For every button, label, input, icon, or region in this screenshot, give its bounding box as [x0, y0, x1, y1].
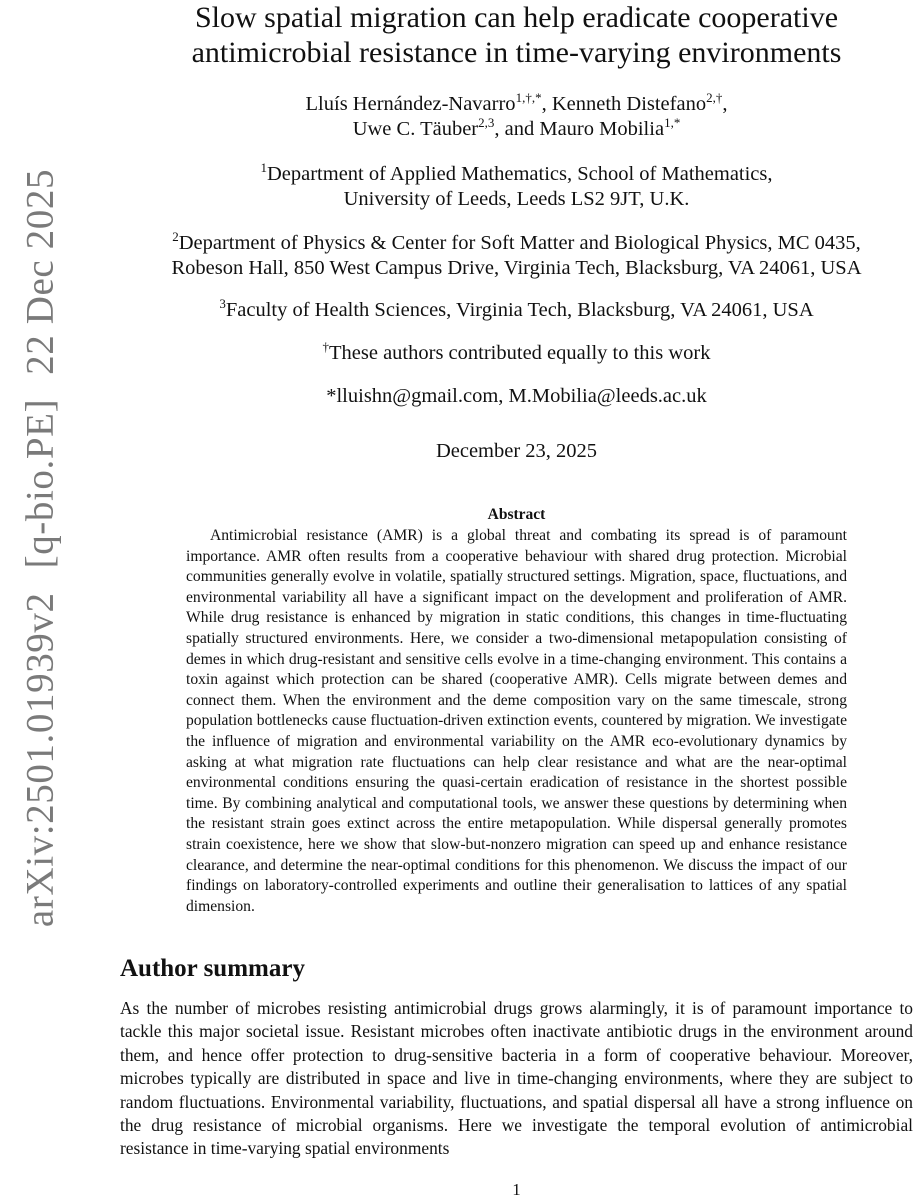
abstract-heading: Abstract — [487, 506, 546, 523]
affiliation-line: University of Leeds, Leeds LS2 9JT, U.K. — [343, 187, 690, 210]
author-name: Mauro Mobilia — [539, 117, 665, 140]
affiliation-line: Department of Physics & Center for Soft Matter and Biological Physics, MC 0435, — [178, 232, 861, 254]
abstract-text: Antimicrobial resistance (AMR) is a global threat and combating its spread is of paramount importance. AMR often results from a cooperative behaviour with shared drug protection. Microbial communities generally evolve in volatile, spatially structured settings. Migration, space, fluctuations, and environmental variability all have a significant impact on the development and proliferation of AMR. While drug resistance is enhanced by migration in static conditions, this changes in time-fluctuating spatially structured environments. Here, we consider a two-dimensional metapopulation consisting of demes in which drug-resistant and sensitive cells evolve in a time-changing environment. This contains a toxin against which protection can be shared (cooperative AMR). Cells migrate between demes and connect them. When the environment and the deme composition vary on the same timescale, strong population bottlenecks cause fluctuation-driven extinction events, countered by migration. We investigate the influence of migration and environmental variability on the AMR eco-evolutionary dynamics by asking at what migration rate fluctuations can help clear resistance and what are the near-optimal environmental conditions ensuring the quasi-certain eradication of resistance in the shortest possible time. By combining analytical and computational tools, we answer these questions by determining when the resistant strain goes extinct across the entire metapopulation. While dispersal generally promotes strain coexistence, here we show that slow-but-nonzero migration can speed up and enhance resistance clearance, and determine the near-optimal conditions for this phenomenon. We discuss the impact of our findings on laboratory-controlled experiments and outline their generalisation to lattices of any spatial dimension. — [186, 527, 847, 915]
author-name: Lluís Hernández-Navarro — [305, 93, 516, 115]
arxiv-id: arXiv:2501.01939v2 — [18, 592, 62, 928]
affiliation-1 — [120, 162, 913, 211]
affiliation-mark: 1 — [260, 160, 267, 176]
affiliation-line: Department of Applied Mathematics, School of Mathematics, — [266, 163, 773, 185]
title-line-1: Slow spatial migration can help eradicate cooperative — [194, 1, 839, 34]
affiliation-2 — [120, 231, 913, 280]
affiliation-mark: 3 — [219, 296, 226, 312]
equal-text: These authors contributed equally to this work — [329, 342, 711, 364]
title-line-2: antimicrobial resistance in time-varying environments — [191, 36, 842, 69]
affiliation-line: Faculty of Health Sciences, Virginia Tech, Blacksburg, VA 24061, USA — [225, 299, 814, 321]
arxiv-category: [q-bio.PE] — [18, 398, 62, 569]
affiliation-line: Robeson Hall, 850 West Campus Drive, Virginia Tech, Blacksburg, VA 24061, USA — [171, 256, 862, 279]
paper-date: December 23, 2025 — [435, 440, 598, 462]
author-marks: 2,† — [706, 90, 723, 106]
equal-contribution-note — [120, 341, 913, 366]
affiliation-mark: 2 — [172, 229, 179, 245]
author-summary-heading: Author summary — [120, 955, 305, 982]
affiliation-3 — [120, 298, 913, 323]
arxiv-stamp — [18, 169, 63, 927]
author-name: Uwe C. Täuber — [352, 117, 479, 140]
page-number: 1 — [512, 1180, 521, 1199]
paper-title — [120, 0, 913, 70]
author-marks: 2,3 — [478, 114, 495, 130]
equal-mark: † — [322, 339, 330, 355]
author-marks: 1,* — [664, 114, 681, 130]
author-list: Lluís Hernández-Navarro$^{1,\dagger,*}$, Kenneth Distefano$^{2,\dagger}$, Uwe C. Täuber$^{2,3}$, and Mauro Mobilia$^{1,*}$ — [305, 90, 728, 140]
email-text: *lluishn@gmail.com, M.Mobilia@leeds.ac.uk — [326, 385, 707, 407]
email-note — [120, 384, 913, 409]
arxiv-date: 22 Dec 2025 — [18, 168, 62, 375]
author-name: Kenneth Distefano — [551, 93, 707, 115]
author-marks: 1,†,* — [515, 90, 542, 106]
author-conjunction: and — [504, 117, 535, 140]
author-summary-text: As the number of microbes resisting antimicrobial drugs grows alarmingly, it is of paramount importance to tackle this major societal issue. Resistant microbes often inactivate antibiotic drugs in the environment around them, and hence offer protection to drug-sensitive bacteria in a form of cooperative behaviour. Moreover, microbes typically are distributed in space and live in time-changing environments, where they are subject to random fluctuations. Environmental variability, fluctuations, and spatial dispersal all have a strong influence on the drug resistance of microbial organisms. Here we investigate the temporal evolution of antimicrobial resistance in time-varying spatial environments — [120, 998, 913, 1159]
